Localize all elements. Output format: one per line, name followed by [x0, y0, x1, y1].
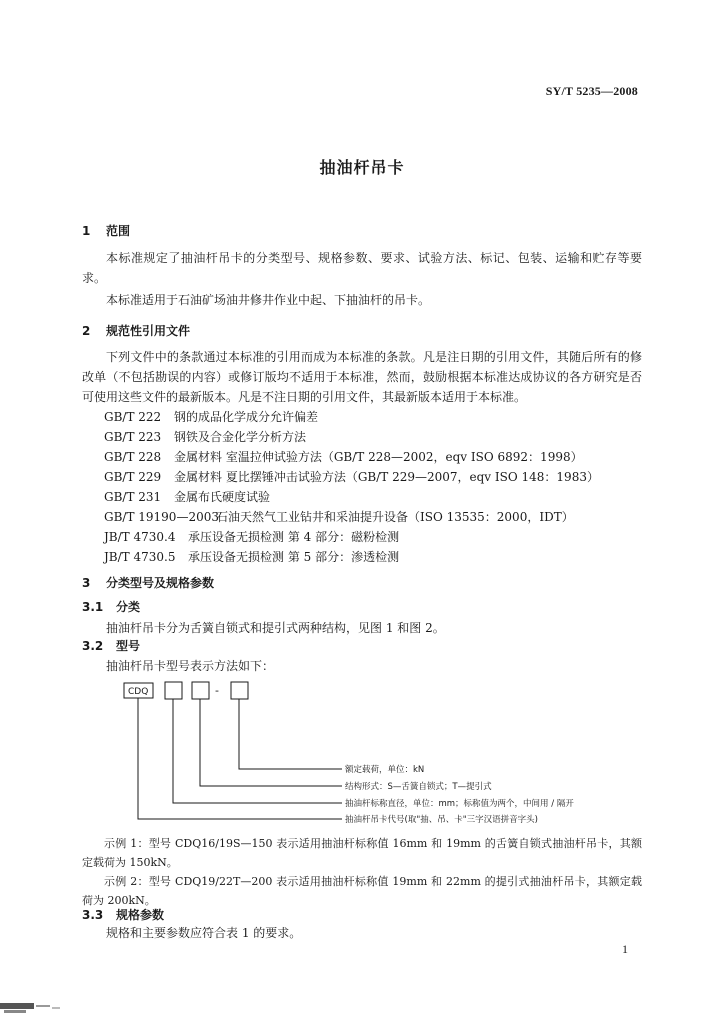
- reference-item: GB/T 228 金属材料 室温拉伸试验方法（GB/T 228—2002，eqv ISO 6892：1998）: [104, 450, 583, 464]
- label-rated-load: 额定载荷，单位：kN: [345, 765, 425, 775]
- example-2: 示例 2：型号 CDQ19/22T—200 表示适用抽油杆标称值 19mm 和 22mm 的提引式抽油杆吊卡，其额定载荷为 200kN。: [82, 875, 642, 907]
- scope-paragraph-1: 本标准规定了抽油杆吊卡的分类型号、规格参数、要求、试验方法、标记、包装、运输和贮存等要求。: [82, 251, 642, 285]
- label-code: 抽油杆吊卡代号(取"抽、吊、卡"三字汉语拼音字头): [345, 815, 538, 825]
- reference-item: GB/T 222 钢的成品化学成分允许偏差: [104, 410, 319, 424]
- example-1: 示例 1：型号 CDQ16/19S—150 表示适用抽油杆标称值 16mm 和 19mm 的舌簧自锁式抽油杆吊卡，其额定载荷为 150kN。: [82, 837, 642, 869]
- section-title: 分类型号及规格参数: [106, 576, 215, 590]
- specification-text: 规格和主要参数应符合表 1 的要求。: [106, 926, 302, 940]
- prefix-text: CDQ: [128, 687, 149, 697]
- leader-load: [239, 699, 342, 769]
- section-title: 规格参数: [116, 908, 165, 922]
- structure-box: [192, 682, 209, 699]
- standard-number: SY/T 5235—2008: [545, 84, 638, 98]
- load-box: [231, 682, 248, 699]
- leader-code: [138, 698, 342, 819]
- section-number: 3.2: [82, 639, 104, 653]
- scope-paragraph-2: 本标准适用于石油矿场油井修井作业中起、下抽油杆的吊卡。: [106, 293, 431, 307]
- scan-noise: [0, 1000, 70, 1018]
- section-number: 3.1: [82, 600, 104, 614]
- reference-item: GB/T 229 金属材料 夏比摆锤冲击试验方法（GB/T 229—2007，eqv ISO 148：1983）: [104, 470, 599, 484]
- section-title: 范围: [106, 224, 131, 238]
- reference-item: JB/T 4730.5 承压设备无损检测 第 5 部分：渗透检测: [104, 550, 400, 564]
- section-title: 型号: [116, 639, 141, 653]
- leader-diameter: [173, 699, 342, 803]
- diameter-box: [165, 682, 182, 699]
- page-number: 1: [622, 942, 628, 956]
- section-title: 分类: [116, 600, 141, 614]
- dash-text: -: [215, 684, 219, 697]
- section-number: 2: [82, 324, 91, 338]
- reference-item: GB/T 231 金属布氏硬度试验: [104, 490, 271, 504]
- normative-references-intro: 下列文件中的条款通过本标准的引用而成为本标准的条款。凡是注日期的引用文件，其随后所有的修改单（不包括勘误的内容）或修订版均不适用于本标准，然而，鼓励根据本标准达成协议的各方研究是否可使用这些文件的最新版本。凡是不注日期的引用文件，其最新版本适用于本标准。: [82, 350, 642, 404]
- model-intro-text: 抽油杆吊卡型号表示方法如下：: [106, 659, 275, 673]
- reference-item: JB/T 4730.4 承压设备无损检测 第 4 部分：磁粉检测: [104, 530, 400, 544]
- reference-item: GB/T 19190—2003石油天然气工业钻井和采油提升设备（ISO 13535：2000，IDT）: [104, 510, 574, 524]
- document-title: 抽油杆吊卡: [319, 158, 405, 177]
- label-structure: 结构形式：S—舌簧自锁式；T—提引式: [345, 782, 492, 792]
- section-3-3-heading: [82, 906, 164, 923]
- leader-structure: [200, 699, 342, 786]
- section-title: 规范性引用文件: [106, 324, 191, 338]
- label-diameter: 抽油杆标称直径，单位：mm；标称值为两个，中间用 / 隔开: [345, 799, 574, 809]
- section-number: 3.3: [82, 908, 104, 922]
- reference-item: GB/T 223 钢铁及合金化学分析方法: [104, 430, 307, 444]
- classification-text: 抽油杆吊卡分为舌簧自锁式和提引式两种结构，见图 1 和图 2。: [106, 621, 445, 635]
- section-number: 3: [82, 576, 91, 590]
- section-number: 1: [82, 224, 91, 238]
